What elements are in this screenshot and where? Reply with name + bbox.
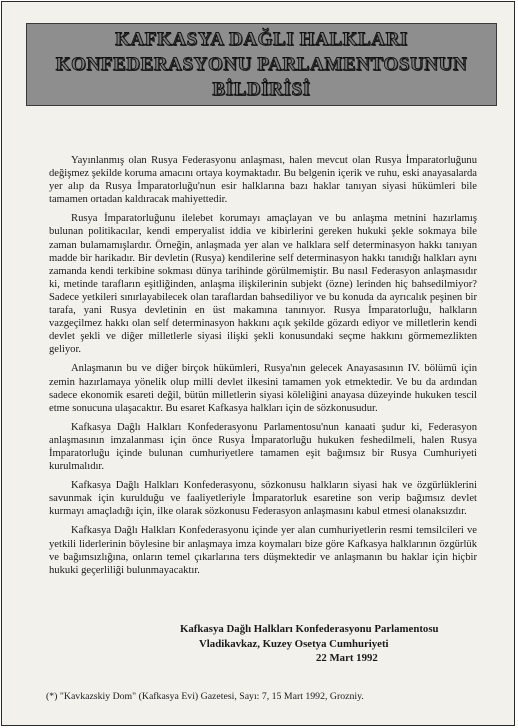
paragraph-3: Anlaşmanın bu ve diğer birçok hükümleri, Rusya'nın gelecek Anayasasının IV. bölümü için zemin hazırlamaya yönelik olup milli devlet ilkesini tamamen yok etmektedir. Ve bu da ardından sadece ekonomik esareti değil, bütün milletlerin siyasi köleliğini anayasa düzeyinde hukuken tescil etme sonucuna ulaşacaktır. Bu esaret Kafkasya halkları için de sözkonusudur. [49, 363, 477, 414]
signature-date: 22 Mart 1992 [316, 652, 378, 664]
paragraph-4: Kafkasya Dağlı Halkları Konfederasyonu Parlamentosu'nun kanaati şudur ki, Federasyon anlaşmasının imzalanması için önce Rusya İmparatorluğu hukuken feshedilmeli, halen Rusya İmparatorluğu içinde bulunan cumhuriyetlere tamamen eşit bağımsız bir Rusya Cumhuriyeti kurulmalıdır. [49, 421, 477, 473]
document-page [1, 1, 515, 726]
title-line-2: KONFEDERASYONU PARLAMENTOSUNUN [55, 54, 468, 75]
title-line-1: KAFKASYA DAĞLI HALKLARI [115, 29, 408, 50]
source-footnote: (*) "Kavkazskiy Dom" (Kafkasya Evi) Gazetesi, Sayı: 7, 15 Mart 1992, Grozniy. [46, 691, 364, 702]
title-banner [26, 23, 497, 106]
paragraph-6: Kafkasya Dağlı Halkları Konfederasyonu içinde yer alan cumhuriyetlerin resmi temsilcileri ve yetkili liderlerinin böylesine bir anlaşmaya imza koymaları bize göre Kafkasya halklarının özgürlük ve bağımsızlığına, onların temel çıkarlarına ters düşmektedir ve anlaşmanın bu haklar için hiçbir hukuki geçerliliği bulunmayacaktır. [49, 525, 477, 576]
signature-organization: Kafkasya Dağlı Halkları Konfederasyonu Parlamentosu [180, 623, 439, 635]
signature-block [172, 622, 502, 666]
signature-location: Vladikavkaz, Kuzey Osetya Cumhuriyeti [199, 637, 389, 650]
paragraph-2: Rusya İmparatorluğunu ilelebet korumayı amaçlayan ve bu anlaşma metnini hazırlamış bulunan politikacılar, kendi emperyalist iddia ve kibirlerini gereken hukuki şekle sokmaya bile zaman bulamamışlardır. Örneğin, anlaşmada yer alan ve halklara self determinasyon hakkı tanıyan madde bir harikadır. Bir devletin (Rusya) kendilerine self determinasyon hakkı tanıdığı halkları aynı zamanda kendi terkibine sokması dünya tarihinde görülmemiştir. Bu nasıl Federasyon anlaşmasıdır ki, metinde tarafların eşitliğinden, anlaşma ilişkilerinin subjekt (özne) lerinden hiç bahsedilmiyor? Sadece yetkileri sınırlayabilecek olan taraflardan bahsediliyor ve bu konuda da ayrıcalık peşinen bir tarafa, yani Rusya devletinin en üst makamına tanınıyor. Rusya İmparatorluğu, halkların vazgeçilmez hakkı olan self determinasyon hakkını açık şekilde gözardı ediyor ve milletlerin kendi devlet şekli ve diğer milletlerle siyasi ilişki şekli konusundaki seçme hakkını görmemezlikten geliyor. [49, 213, 477, 356]
paragraph-1: Yayınlanmış olan Rusya Federasyonu anlaşması, halen mevcut olan Rusya İmparatorluğunu değişmez şekilde koruma amacını ortaya koymaktadır. Bu belgenin içerik ve ruhu, eski anayasalarda yer alıp da Rusya İmparatorluğu'nun esir halklarına bazı haklar tanıyan siyasi hükümleri bile tamamen ortadan kaldıracak mahiyettedir. [49, 155, 477, 206]
title-line-3: BİLDİRİSİ [212, 79, 311, 100]
declaration-body [49, 154, 477, 583]
paragraph-5: Kafkasya Dağlı Halkları Konfederasyonu, sözkonusu halkların siyasi hak ve özgürlüklerini savunmak için kurulduğu ve faaliyetleriyle İmparatorluk esaretine son verip bağımsız devlet kurmayı amaçladığı için, ilke olarak sözkonusu Federasyon anlaşmasını kabul etmesi olanaksızdır. [49, 480, 477, 518]
